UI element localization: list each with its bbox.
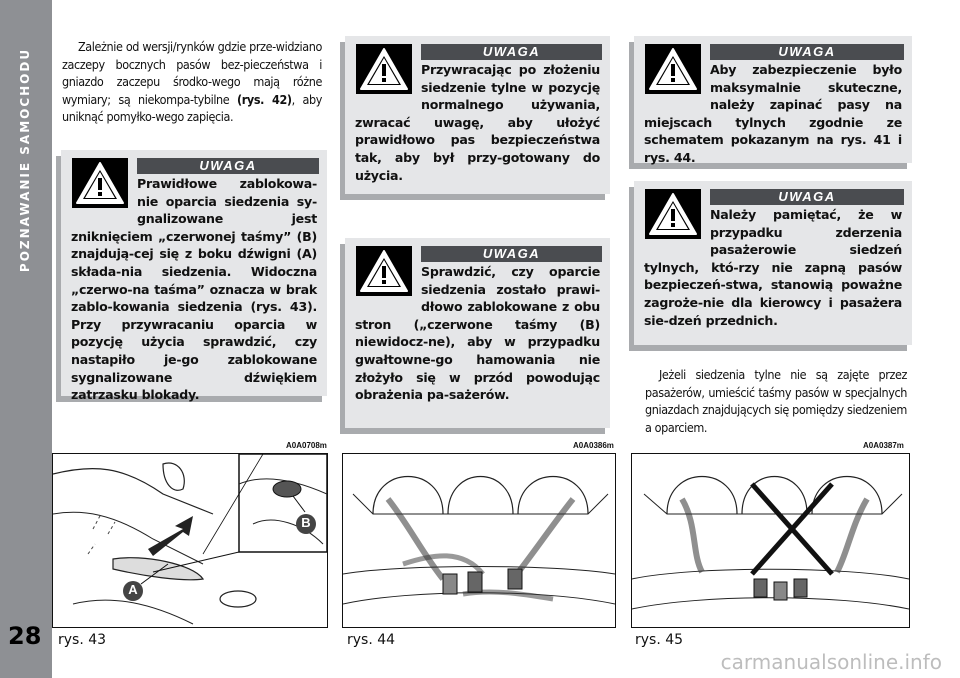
warning-text: Sprawdzić, czy oparcie siedzenia zostało prawi-dłowo zablokowane z obu stron („czerwone taśmy (B) niewidocz-ne), aby w przypadku gwałtowne-go hamowania nie złożyło się w przód powodując obrażenia pa-sażerów. — [355, 264, 600, 403]
figure-caption: rys. 44 — [347, 632, 396, 648]
warning-box-3 — [345, 238, 610, 428]
figure-seatbelts-stowed — [631, 453, 910, 628]
warning-header: UWAGA — [710, 189, 904, 205]
figure-reference: (rys. 42) — [237, 91, 292, 107]
warning-box-5 — [634, 181, 912, 345]
figure-code: A0A0387m — [863, 441, 904, 450]
callout-label-a: A — [128, 582, 138, 597]
section-title: POZNAWANIE SAMOCHODU — [18, 47, 32, 273]
warning-header: UWAGA — [421, 44, 602, 60]
closing-paragraph: Jeżeli siedzenia tylne nie są zajęte przez pasażerów, umieścić taśmy pasów w specjalnych gniazdach znajdujących się pomiędzy siedzeniem a oparciem. — [645, 367, 907, 435]
warning-text: Aby zabezpieczenie było maksymalnie skuteczne, należy zapinać pasy na miejscach tylnych zgodnie ze schematem pokazanym na rys. 41 i rys. 44. — [644, 62, 902, 165]
warning-header: UWAGA — [137, 158, 319, 174]
intro-paragraph: Zależnie od wersji/rynków gdzie prze-widziano zaczepy bocznych pasów bez-pieczeństwa i gniazdo zaczepu środko-wego mają różne wymiary; są niekompa-tybilne (rys. 42), aby uniknąć pomyłko-wego zapięcia. — [62, 39, 322, 124]
warning-text: Należy pamiętać, że w przypadku zderzenia pasażerowie siedzeń tylnych, któ-rzy nie zapną pasów bezpieczeń-stwa, stanowią poważne zagroże-nie dla kierowcy i pasażera sie-dzeń przednich. — [644, 207, 902, 328]
figure-caption: rys. 43 — [58, 632, 107, 648]
figure-seatbelts-correct — [342, 453, 616, 628]
warning-header: UWAGA — [421, 246, 602, 262]
warning-text: Prawidłowe zablokowa-nie oparcia siedzenia sy-gnalizowane jest zniknięciem „czerwonej taśmy” (B) znajdują-cej się z boku dźwigni (A) składa-nia siedzenia. Widoczna „czerwo-na taśma” oznacza w brak zablo-kowania siedzenia (rys. 43). Przy przywracaniu oparcia w pozycję użycia sprawdzić, czy nastapiło je-go zablokowane sygnalizowane dźwiękiem zatrzasku blokady. — [71, 176, 317, 403]
warning-text: Przywracając po złożeniu siedzenie tylne w pozycję normalnego używania, zwracać uwagę, aby ułożyć prawidłowo pas bezpieczeństwa tak, aby był przy-gotowany do użycia. — [355, 62, 600, 183]
figure-caption: rys. 45 — [635, 632, 684, 648]
figure-seat-lever — [52, 453, 328, 628]
page-number: 28 — [8, 622, 42, 650]
watermark: carmanualsonline.info — [720, 650, 942, 674]
figure-code: A0A0708m — [286, 441, 327, 450]
warning-box-4 — [634, 36, 912, 163]
section-sidebar — [0, 0, 52, 678]
warning-header: UWAGA — [710, 44, 904, 60]
callout-label-b: B — [301, 515, 311, 530]
warning-box-1 — [61, 150, 327, 403]
figure-code: A0A0386m — [573, 441, 614, 450]
warning-box-2 — [345, 36, 610, 194]
